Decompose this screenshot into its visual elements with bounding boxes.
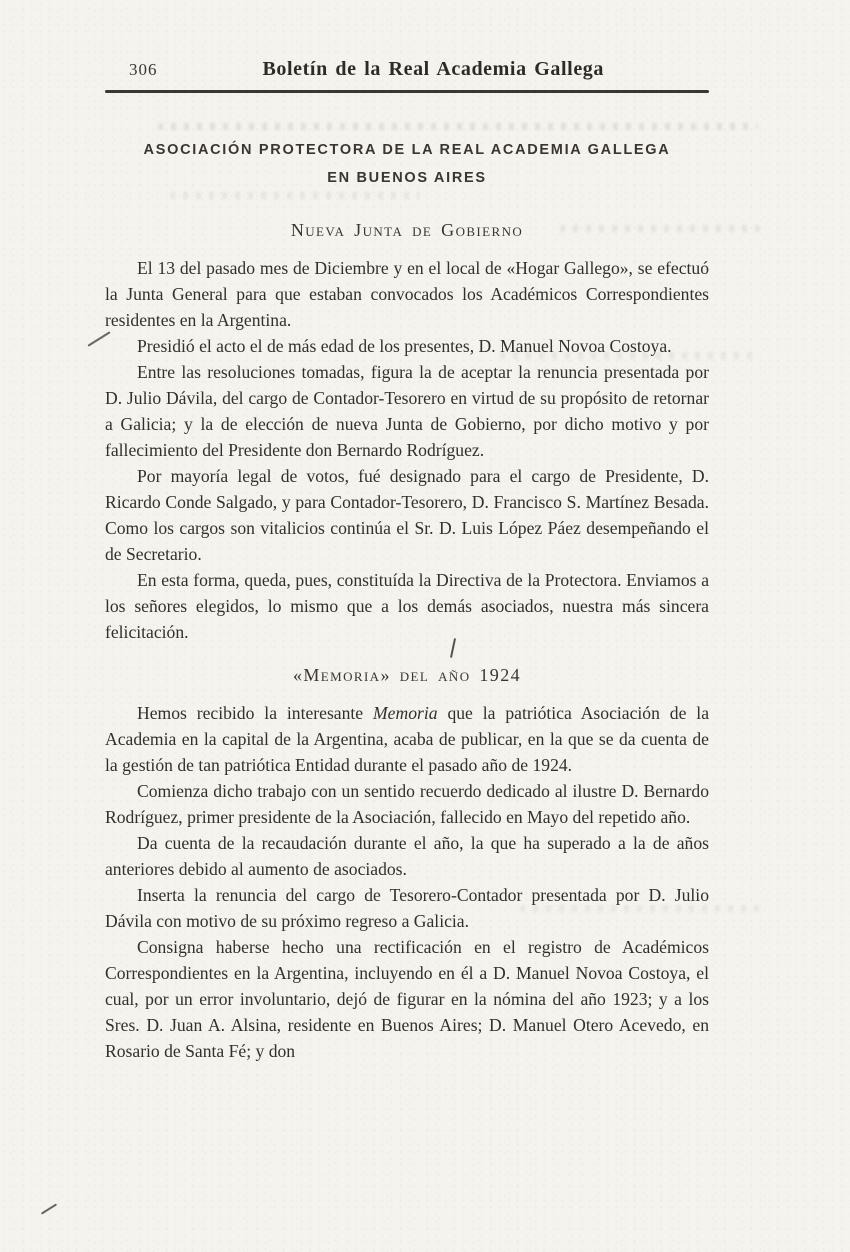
article-main-title: [105, 137, 709, 192]
section-heading-memoria: «Memoria» del año 1924: [292, 665, 522, 686]
page-content: [105, 0, 709, 1064]
section-memoria-body: [105, 700, 709, 1064]
main-title-line1: ASOCIACIÓN PROTECTORA DE LA REAL ACADEMIA GALLEGA: [143, 142, 671, 158]
paragraph: Consigna haberse hecho una rectificación en el registro de Académicos Correspondientes en la Argentina, incluyendo en él a D. Manuel Novoa Costoya, el cual, por un error involuntario, dejó de figurar en la nómina del año 1923; y a los Sres. D. Juan A. Alsina, residente en Buenos Aires; D. Manuel Otero Acevedo, en Rosario de Santa Fé; y don: [105, 937, 709, 1062]
section-junta-body: [105, 255, 709, 645]
paragraph: Entre las resoluciones tomadas, figura la de aceptar la renuncia presentada por D. Julio Dávila, del cargo de Contador-Tesorero en virtud de su propósito de retornar a Galicia; y la de elección de nueva Junta de Gobierno, por dicho motivo y por fallecimiento del Presidente don Bernardo Rodríguez.: [105, 362, 709, 461]
scan-artifact: [41, 1203, 57, 1214]
paragraph: Inserta la renuncia del cargo de Tesorero-Contador presentada por D. Julio Dávila con motivo de su próximo regreso a Galicia.: [105, 885, 709, 932]
paragraph: Comienza dicho trabajo con un sentido recuerdo dedicado al ilustre D. Bernardo Rodríguez, primer presidente de la Asociación, fallecido en Mayo del repetido año.: [105, 781, 709, 828]
section-heading-junta: Nueva Junta de Gobierno: [290, 220, 524, 241]
paragraph: Da cuenta de la recaudación durante el año, la que ha superado a la de años anteriores debido al aumento de asociados.: [105, 833, 709, 880]
paragraph: Hemos recibido la interesante Memoria que la patriótica Asociación de la Academia en la capital de la Argentina, acaba de publicar, en la que se da cuenta de la gestión de tan patriótica Entidad durante el pasado año de 1924.: [105, 703, 709, 776]
main-title-line2: EN BUENOS AIRES: [327, 169, 487, 186]
running-head: [105, 58, 709, 81]
paragraph: El 13 del pasado mes de Diciembre y en el local de «Hogar Gallego», se efectuó la Junta General para que estaban convocados los Académicos Correspondientes residentes en la Argentina.: [105, 258, 709, 331]
paragraph: Por mayoría legal de votos, fué designado para el cargo de Presidente, D. Ricardo Conde Salgado, y para Contador-Tesorero, D. Francisco S. Martínez Besada. Como los cargos son vitalicios continúa el Sr. D. Luis López Páez desempeñando el de Secretario.: [105, 466, 709, 565]
paragraph: En esta forma, queda, pues, constituída la Directiva de la Protectora. Enviamos a los señores elegidos, lo mismo que a los demás asociados, nuestra más sincera felicitación.: [105, 570, 709, 643]
paragraph: Presidió el acto el de más edad de los presentes, D. Manuel Novoa Costoya.: [137, 336, 672, 357]
header-title: Boletín de la Real Academia Gallega: [262, 58, 605, 80]
header-rule: [105, 90, 709, 93]
page-number: 306: [129, 60, 158, 79]
